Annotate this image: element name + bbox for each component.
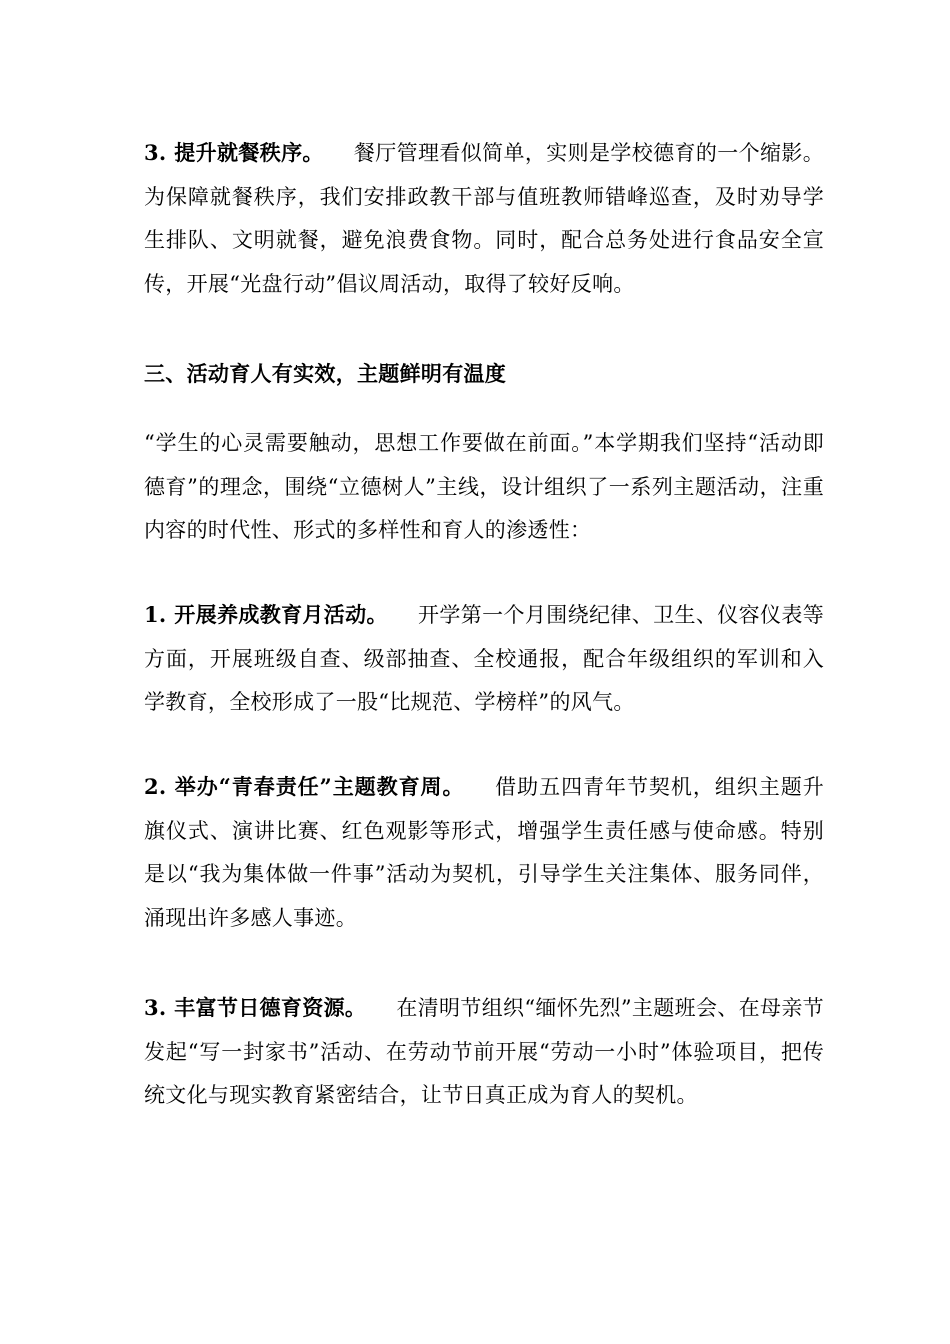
paragraph-lead: 1. 开展养成教育月活动。 [144, 602, 388, 627]
paragraph-habit-month [144, 593, 824, 725]
paragraph-lead: 3. 提升就餐秩序。 [144, 140, 324, 165]
paragraph-holiday-resources [144, 986, 824, 1118]
paragraph-youth-week [144, 765, 824, 941]
paragraph-body: 餐厅管理看似简单，实则是学校德育的一个缩影。为保障就餐秩序，我们安排政教干部与值班教师错峰巡查，及时劝导学生排队、文明就餐，避免浪费食物。同时，配合总务处进行食品安全宣传，开展“光盘行动”倡议周活动，取得了较好反响。 [144, 141, 824, 297]
paragraph-intro [144, 422, 824, 553]
paragraph-body: 借助五四青年节契机，组织主题升旗仪式、演讲比赛、红色观影等形式，增强学生责任感与使命感。特别是以“我为集体做一件事”活动为契机，引导学生关注集体、服务同伴，涌现出许多感人事迹。 [144, 775, 824, 931]
paragraph-lead: 3. 丰富节日德育资源。 [144, 995, 367, 1020]
paragraph-lead: 2. 举办“青春责任”主题教育周。 [144, 774, 465, 799]
section-heading: 三、活动育人有实效，主题鲜明有温度 [144, 361, 507, 386]
paragraph-dining-order [144, 131, 824, 307]
paragraph-body: 在清明节组织“缅怀先烈”主题班会、在母亲节发起“写一封家书”活动、在劳动节前开展“劳动一小时”体验项目，把传统文化与现实教育紧密结合，让节日真正成为育人的契机。 [144, 996, 824, 1108]
paragraph-body: 开学第一个月围绕纪律、卫生、仪容仪表等方面，开展班级自查、级部抽查、全校通报，配合年级组织的军训和入学教育，全校形成了一股“比规范、学榜样”的风气。 [144, 603, 825, 715]
paragraph-body: “学生的心灵需要触动，思想工作要做在前面。”本学期我们坚持“活动即德育”的理念，围绕“立德树人”主线，设计组织了一系列主题活动，注重内容的时代性、形式的多样性和育人的渗透性： [144, 431, 824, 543]
